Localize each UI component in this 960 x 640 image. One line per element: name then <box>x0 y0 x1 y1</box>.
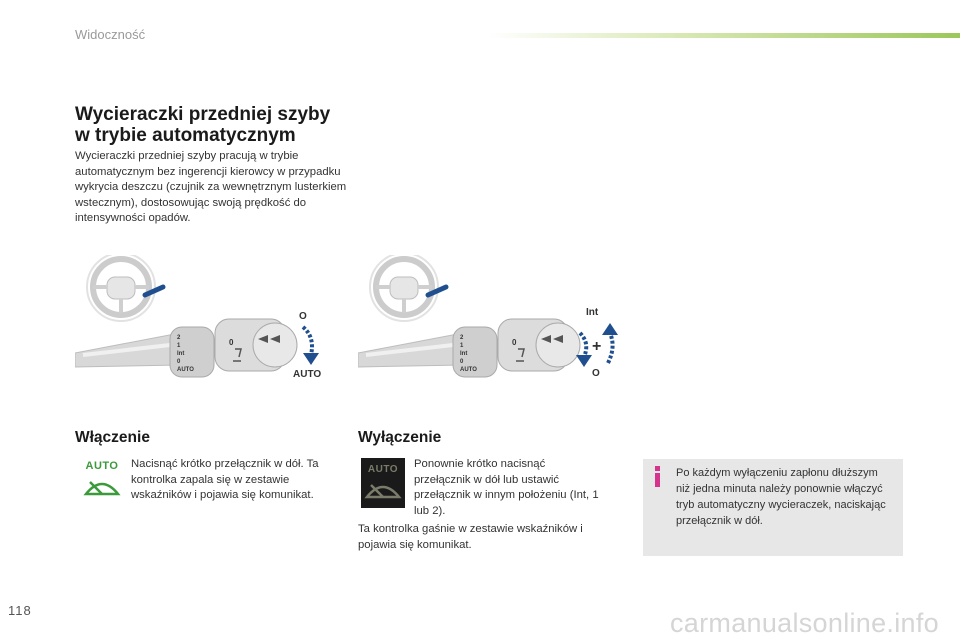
stalk-label-2: 2 <box>177 335 181 341</box>
auto-icon-label: AUTO <box>85 460 119 472</box>
plus-icon: + <box>592 338 602 355</box>
info-text: Po każdym wyłączeniu zapłonu dłuższym niż jedna minuta należy ponownie włączyć tryb automatyczny wycieraczek, naciskając przełącznik w dół. <box>676 467 886 527</box>
stalk-zero: 0 <box>512 338 517 347</box>
stalk-label-0: 0 <box>177 359 181 365</box>
stalk-label-auto: AUTO <box>177 367 194 373</box>
stalk-label-2: 2 <box>460 335 464 341</box>
wiper-stalk-figure-right <box>358 255 620 380</box>
stalk-label-1: 1 <box>460 343 464 349</box>
stalk-label-auto: AUTO <box>460 367 477 373</box>
off-section-text-2: Ta kontrolka gaśnie w zestawie wskaźników i pojawia się komunikat. <box>358 523 583 551</box>
stalk-label-0: 0 <box>460 359 464 365</box>
title-line-1: Wycieraczki przedniej szyby <box>75 104 331 125</box>
position-mark-bottom: AUTO <box>293 369 322 380</box>
stalk-zero: 0 <box>229 338 234 347</box>
auto-wiper-off-icon <box>361 458 405 508</box>
info-icon <box>650 466 664 488</box>
watermark: carmanualsonline.info <box>670 608 939 638</box>
stalk-label-1: 1 <box>177 343 181 349</box>
position-mark-bottom: O <box>592 368 600 379</box>
arrow-up-icon <box>608 333 613 363</box>
on-section-text: Nacisnąć krótko przełącznik w dół. Ta kontrolka zapala się w zestawie wskaźników i pojawia się komunikat. <box>131 458 319 501</box>
auto-wiper-warning-icon <box>78 460 126 504</box>
stalk-label-int: Int <box>177 351 185 357</box>
title-line-2: w trybie automatycznym <box>75 125 296 146</box>
header-rule <box>488 33 960 38</box>
wiper-icon <box>361 475 405 503</box>
auto-icon-label: AUTO <box>367 464 399 475</box>
position-mark-top: Int <box>586 307 599 318</box>
on-section-title: Włączenie <box>75 429 150 446</box>
off-section-title: Wyłączenie <box>358 429 442 446</box>
wiper-icon <box>78 472 126 500</box>
steering-wheel-icon <box>370 255 446 321</box>
position-mark-top: O <box>299 311 307 322</box>
stalk-label-int: Int <box>460 351 468 357</box>
arrow-down-icon <box>303 327 312 355</box>
section-label: Widoczność <box>75 27 146 42</box>
steering-wheel-icon <box>87 255 163 321</box>
wiper-stalk-figure-left <box>75 255 335 380</box>
intro-paragraph: Wycieraczki przedniej szyby pracują w trybie automatycznym bez ingerencji kierowcy w przypadku wykrycia deszczu (czujnik za wewnętrznym lusterkiem wstecznym), dostosowując swoją prędkość do intensywności opadów. <box>75 150 347 224</box>
arrow-down-icon <box>580 333 586 357</box>
page-title <box>75 104 365 146</box>
off-section-text-1: Ponownie krótko nacisnąć przełącznik w dół lub ustawić przełącznik w innym położeniu (Int, 1 lub 2). <box>414 458 599 517</box>
page-number: 118 <box>8 603 32 618</box>
